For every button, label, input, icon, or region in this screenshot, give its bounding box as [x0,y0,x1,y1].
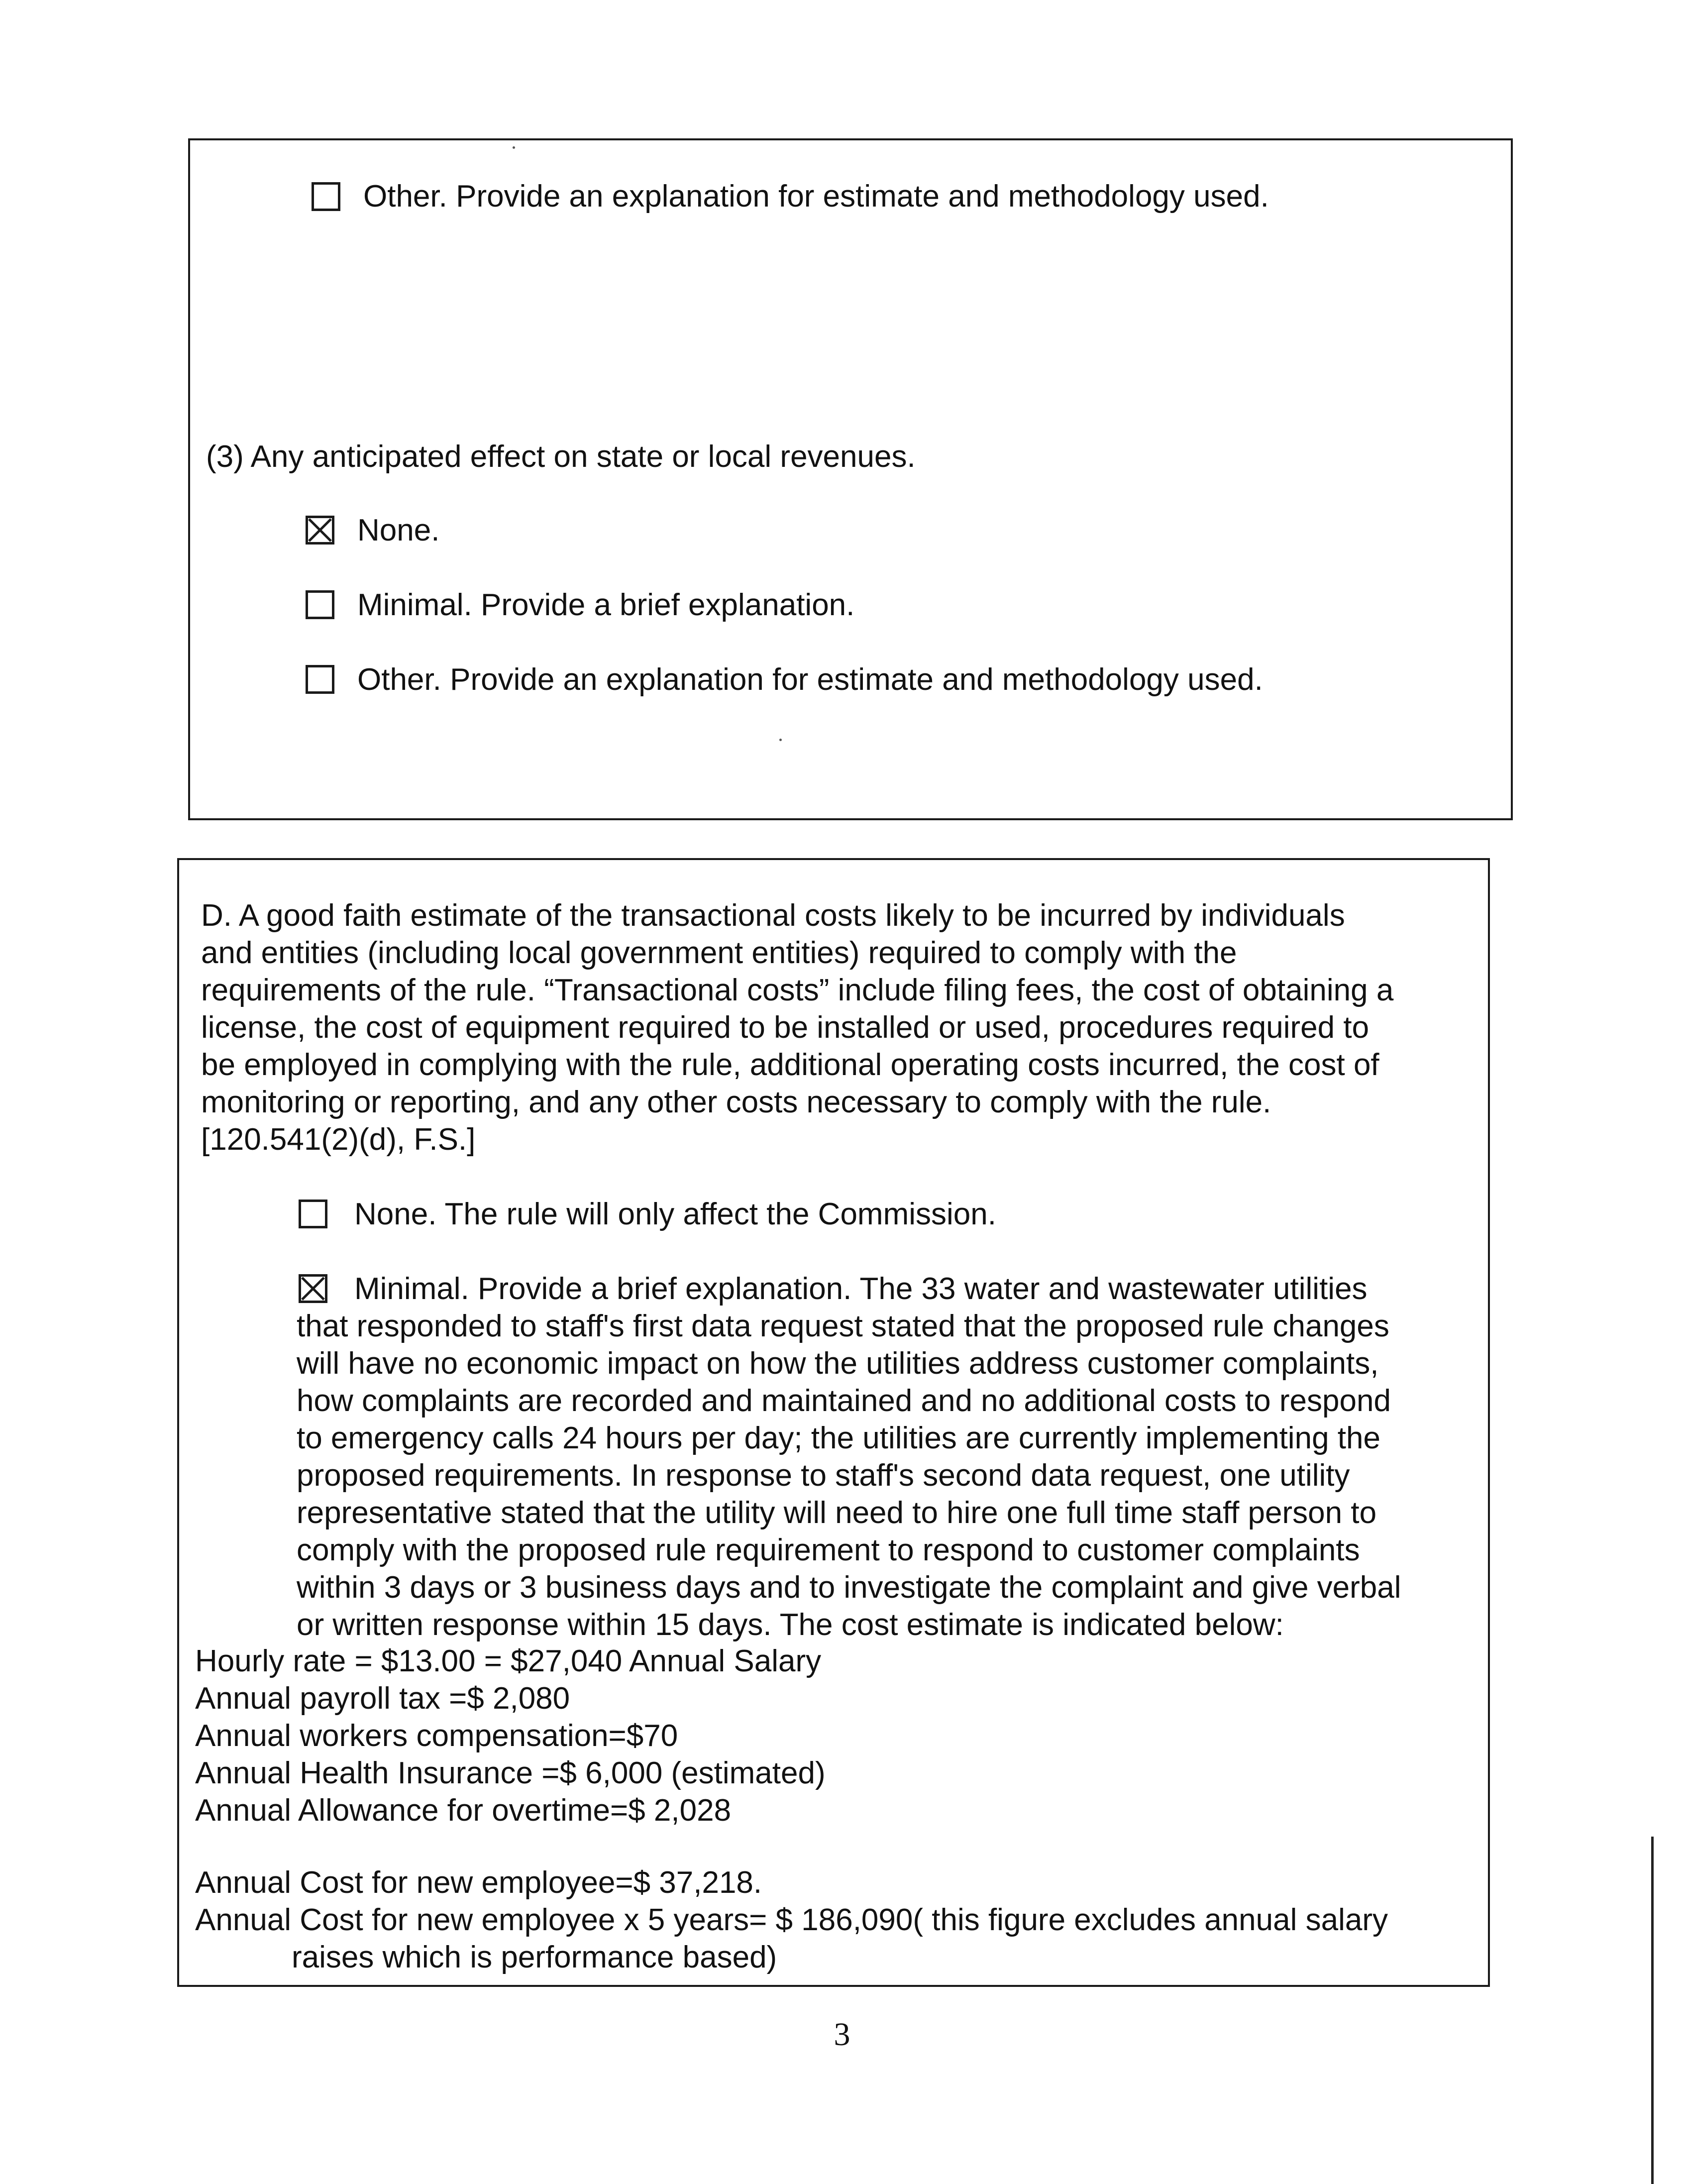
other-label-1: Other. Provide an explanation for estimate and methodology used. [363,179,1269,214]
question-3-heading: (3) Any anticipated effect on state or local revenues. [206,439,916,474]
page-number: 3 [834,2016,850,2053]
five-year-cost-line-cont: raises which is performance based) [292,1940,777,1974]
check-x-icon [308,518,332,542]
d-minimal-line: how complaints are recorded and maintained and no additional costs to respond [297,1384,1391,1418]
cost-line: Annual Allowance for overtime=$ 2,028 [195,1793,732,1828]
none-label: None. [357,513,440,547]
d-minimal-line: will have no economic impact on how the utilities address customer complaints, [297,1346,1379,1381]
cost-line: Annual workers compensation=$70 [195,1719,678,1753]
d-minimal-line: to emergency calls 24 hours per day; the utilities are currently implementing the [297,1421,1380,1455]
other-label-2: Other. Provide an explanation for estimate and methodology used. [357,662,1263,697]
section-d-intro-line: [120.541(2)(d), F.S.] [201,1122,476,1157]
annual-cost-line: Annual Cost for new employee=$ 37,218. [195,1865,762,1900]
d-minimal-line: within 3 days or 3 business days and to investigate the complaint and give verbal [297,1570,1401,1605]
section-d-intro-line: monitoring or reporting, and any other costs necessary to comply with the rule. [201,1085,1271,1119]
d-minimal-line: or written response within 15 days. The cost estimate is indicated below: [297,1608,1284,1642]
cost-line: Annual payroll tax =$ 2,080 [195,1681,570,1716]
minimal-label: Minimal. Provide a brief explanation. [357,588,855,622]
scan-speck [779,739,782,741]
scan-edge-line [1651,1837,1654,2184]
section-d-intro-line: D. A good faith estimate of the transactional costs likely to be incurred by individuals [201,898,1345,933]
check-x-icon [301,1277,325,1301]
minimal-checkbox[interactable] [306,590,334,619]
d-minimal-line: representative stated that the utility will need to hire one full time staff person to [297,1496,1377,1530]
other-checkbox-1[interactable] [312,182,340,211]
none-checkbox[interactable] [306,516,334,545]
d-minimal-line: Minimal. Provide a brief explanation. The 33 water and wastewater utilities [354,1272,1368,1306]
five-year-cost-line: Annual Cost for new employee x 5 years= $ 186,090( this figure excludes annual salary [195,1903,1388,1937]
d-minimal-checkbox[interactable] [299,1274,327,1303]
scan-speck [513,146,515,149]
d-none-checkbox[interactable] [299,1200,327,1228]
cost-line: Annual Health Insurance =$ 6,000 (estimated) [195,1756,826,1790]
d-minimal-line: that responded to staff's first data request stated that the proposed rule changes [297,1309,1389,1343]
cost-line: Hourly rate = $13.00 = $27,040 Annual Salary [195,1644,822,1678]
d-minimal-line: proposed requirements. In response to staff's second data request, one utility [297,1458,1350,1493]
other-checkbox-2[interactable] [306,665,334,694]
d-minimal-line: comply with the proposed rule requirement to respond to customer complaints [297,1533,1360,1567]
section-d-intro-line: be employed in complying with the rule, additional operating costs incurred, the cost of [201,1048,1379,1082]
section-d-intro-line: and entities (including local government entities) required to comply with the [201,936,1237,970]
d-none-label: None. The rule will only affect the Commission. [354,1197,996,1231]
section-c-box [188,138,1513,820]
section-d-intro-line: requirements of the rule. “Transactional costs” include filing fees, the cost of obtaining a [201,973,1394,1007]
section-d-intro-line: license, the cost of equipment required to be installed or used, procedures required to [201,1010,1369,1045]
